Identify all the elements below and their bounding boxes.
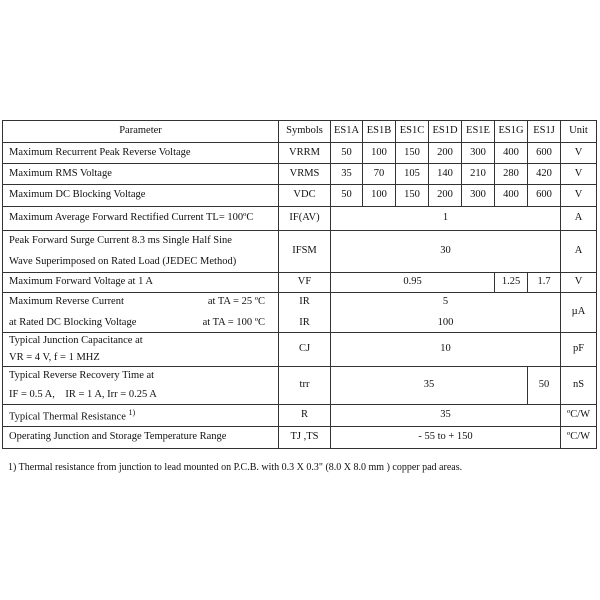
symbol-vf: VF	[279, 273, 331, 293]
header-row	[3, 121, 597, 143]
value-tj: - 55 to + 150	[331, 427, 561, 449]
symbol-ifsm: IFSM	[279, 231, 331, 273]
unit-ir: µA	[561, 293, 597, 333]
value-vf-b: 1.25	[495, 273, 528, 293]
param-ir-cond2: at TA = 100 ºC	[202, 316, 265, 328]
table-row	[3, 273, 597, 293]
value-cell: 105	[396, 164, 429, 185]
value-cell: 200	[429, 143, 462, 164]
table-row	[3, 427, 597, 449]
table-row	[3, 293, 597, 333]
value-r: 35	[331, 405, 561, 427]
param-ir-line2	[9, 317, 275, 329]
unit-vdc: V	[561, 185, 597, 207]
value-trr-a: 35	[331, 367, 528, 405]
param-cj	[3, 333, 279, 367]
param-ir-text2: at Rated DC Blocking Voltage	[9, 316, 137, 328]
param-ifsm	[3, 231, 279, 273]
param-ifav: Maximum Average Forward Rectified Current TL= 100ºC	[3, 207, 279, 231]
value-ir	[331, 293, 561, 333]
unit-vrrm: V	[561, 143, 597, 164]
header-parameter: Parameter	[3, 121, 279, 143]
symbol-vrms: VRMS	[279, 164, 331, 185]
unit-vrms: V	[561, 164, 597, 185]
table-row	[3, 185, 597, 207]
symbol-r: R	[279, 405, 331, 427]
header-part: ES1J	[528, 121, 561, 143]
table-row	[3, 405, 597, 427]
value-cell: 600	[528, 185, 561, 207]
value-cell: 280	[495, 164, 528, 185]
value-cell: 140	[429, 164, 462, 185]
value-cell: 210	[462, 164, 495, 185]
header-unit: Unit	[561, 121, 597, 143]
unit-ifav: A	[561, 207, 597, 231]
value-ifav: 1	[331, 207, 561, 231]
value-cell: 400	[495, 185, 528, 207]
value-cell: 420	[528, 164, 561, 185]
param-ir	[3, 293, 279, 333]
param-vf: Maximum Forward Voltage at 1 A	[3, 273, 279, 293]
param-vdc: Maximum DC Blocking Voltage	[3, 185, 279, 207]
symbol-ir-2: IR	[299, 316, 310, 328]
value-cell: 100	[363, 185, 396, 207]
unit-trr: nS	[561, 367, 597, 405]
value-cell: 70	[363, 164, 396, 185]
header-part: ES1E	[462, 121, 495, 143]
value-ir-2: 100	[437, 316, 454, 328]
table-row	[3, 143, 597, 164]
param-cj-line2: VR = 4 V, f = 1 MHZ	[9, 351, 100, 363]
value-cell: 200	[429, 185, 462, 207]
param-vrms: Maximum RMS Voltage	[3, 164, 279, 185]
unit-cj: pF	[561, 333, 597, 367]
param-cj-line1: Typical Junction Capacitance at	[9, 335, 143, 347]
table-row	[3, 367, 597, 405]
footnote: 1) Thermal resistance from junction to lead mounted on P.C.B. with 0.3 X 0.3" (8.0 X 8.0 mm ) copper pad areas.	[8, 462, 463, 473]
param-ir-line1	[9, 296, 275, 308]
header-symbols: Symbols	[279, 121, 331, 143]
value-cell: 400	[495, 143, 528, 164]
header-part: ES1G	[495, 121, 528, 143]
symbol-tj: TJ ,TS	[279, 427, 331, 449]
param-ifsm-line2: Wave Superimposed on Rated Load (JEDEC Method)	[9, 255, 237, 267]
symbol-ir-1: IR	[299, 296, 310, 308]
value-cell: 50	[331, 143, 363, 164]
value-ir-1: 5	[442, 296, 449, 308]
param-r	[3, 405, 279, 427]
unit-r: ºC/W	[561, 405, 597, 427]
ratings-table	[2, 120, 597, 449]
header-part: ES1D	[429, 121, 462, 143]
value-trr-b: 50	[528, 367, 561, 405]
param-trr-line1: Typical Reverse Recovery Time at	[9, 370, 155, 382]
symbol-ir	[279, 293, 331, 333]
symbol-trr: trr	[279, 367, 331, 405]
symbol-vdc: VDC	[279, 185, 331, 207]
symbol-ifav: IF(AV)	[279, 207, 331, 231]
header-part: ES1C	[396, 121, 429, 143]
symbol-vrrm: VRRM	[279, 143, 331, 164]
value-cell: 100	[363, 143, 396, 164]
param-vrrm: Maximum Recurrent Peak Reverse Voltage	[3, 143, 279, 164]
value-vf-c: 1.7	[528, 273, 561, 293]
param-tj: Operating Junction and Storage Temperature Range	[3, 427, 279, 449]
param-r-text: Typical Thermal Resistance	[9, 411, 126, 423]
value-vf-a: 0.95	[331, 273, 495, 293]
table-row	[3, 231, 597, 273]
unit-ifsm: A	[561, 231, 597, 273]
header-part: ES1A	[331, 121, 363, 143]
footnote-marker: 1)	[128, 407, 136, 417]
param-ir-cond1: at TA = 25 ºC	[207, 296, 265, 308]
value-cell: 35	[331, 164, 363, 185]
header-part: ES1B	[363, 121, 396, 143]
table-row	[3, 164, 597, 185]
value-ifsm: 30	[331, 231, 561, 273]
value-cell: 150	[396, 185, 429, 207]
value-cell: 50	[331, 185, 363, 207]
table-row	[3, 207, 597, 231]
value-cell: 300	[462, 143, 495, 164]
value-cell: 600	[528, 143, 561, 164]
unit-vf: V	[561, 273, 597, 293]
value-cell: 300	[462, 185, 495, 207]
param-trr-line2: IF = 0.5 A, IR = 1 A, Irr = 0.25 A	[9, 388, 157, 400]
table-row	[3, 333, 597, 367]
symbol-cj: CJ	[279, 333, 331, 367]
value-cell: 150	[396, 143, 429, 164]
param-ir-text1: Maximum Reverse Current	[9, 296, 124, 308]
value-cj: 10	[331, 333, 561, 367]
param-trr	[3, 367, 279, 405]
unit-tj: ºC/W	[561, 427, 597, 449]
param-ifsm-line1: Peak Forward Surge Current 8.3 ms Single Half Sine	[9, 235, 232, 247]
